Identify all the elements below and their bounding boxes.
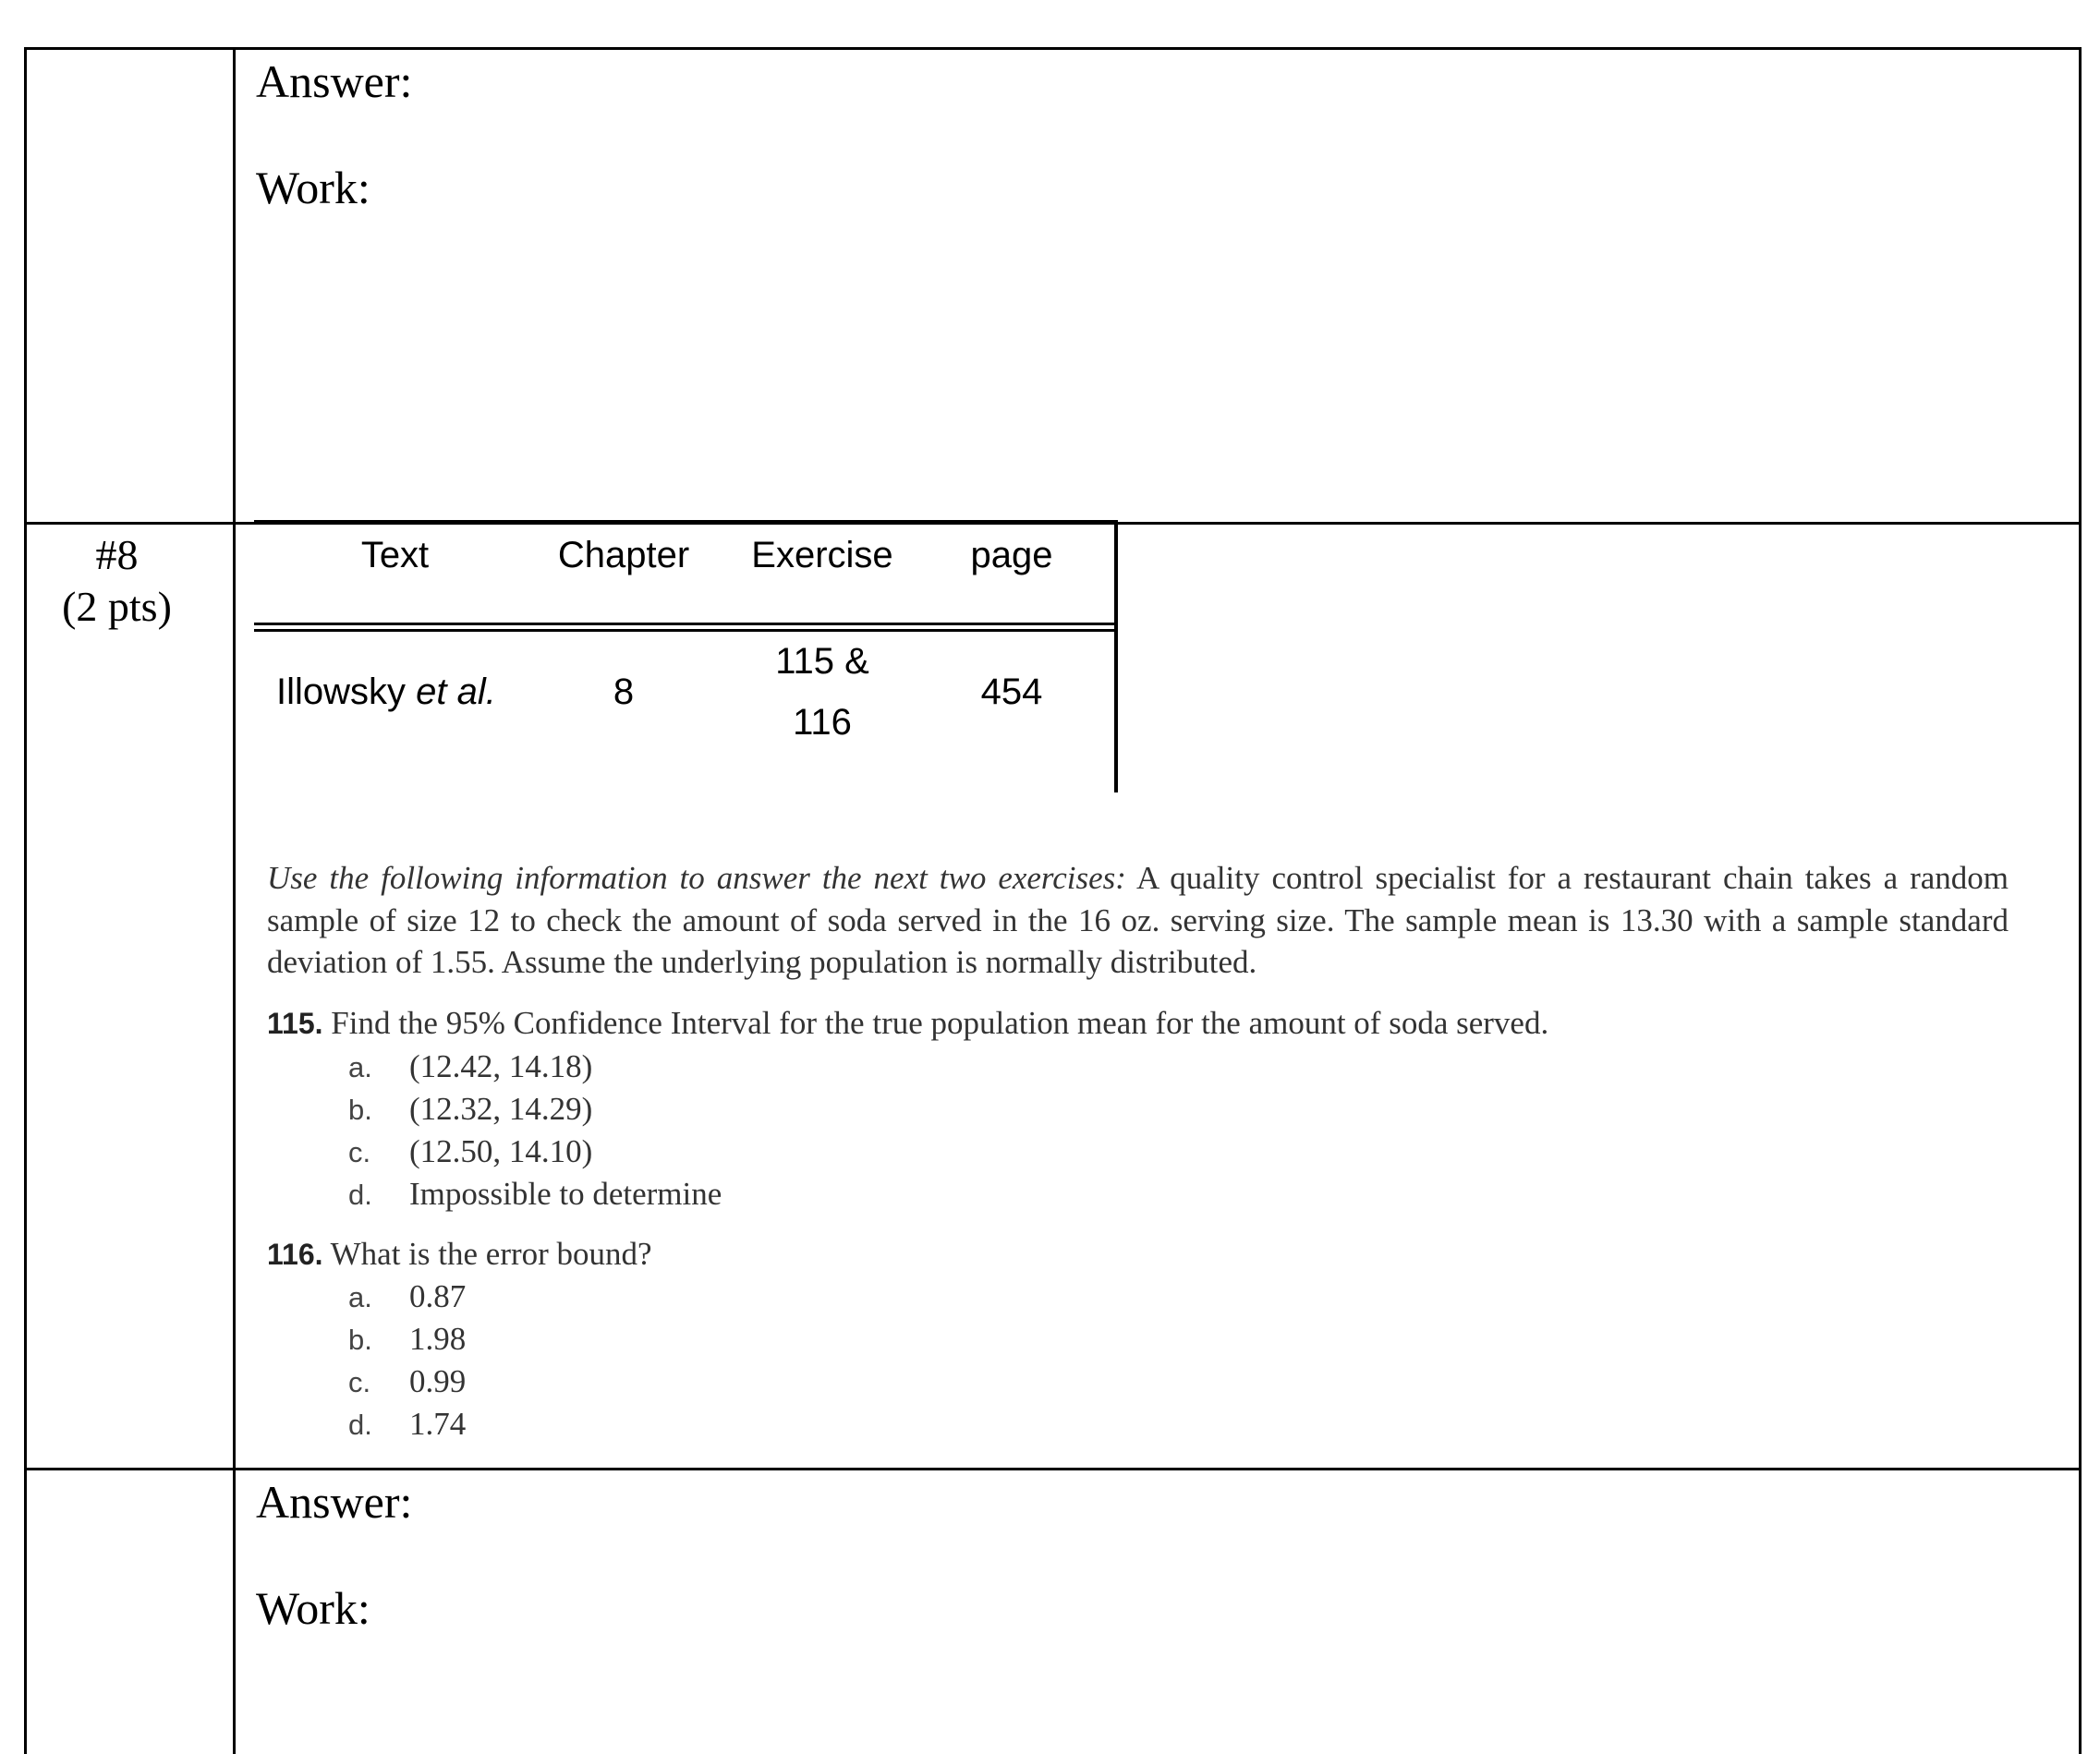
table-right-border <box>2079 47 2082 1754</box>
exercise-116 <box>267 1238 652 1270</box>
cell-chapter: 8 <box>613 671 635 712</box>
question-points: (2 pts) <box>62 583 172 630</box>
work-label: Work: <box>256 162 370 213</box>
option-letter: d. <box>348 1409 372 1441</box>
exercise-116-number: 116. <box>267 1238 323 1271</box>
reftable-header-rule-1 <box>254 623 1118 625</box>
table-left-border <box>24 47 27 1754</box>
option-text: (12.42, 14.18) <box>409 1048 593 1084</box>
exercise-116-option-a <box>348 1280 466 1312</box>
row-divider-2 <box>24 1468 2082 1470</box>
exercise-116-option-c <box>348 1365 466 1397</box>
option-letter: c. <box>348 1136 371 1168</box>
reference-table <box>254 520 1118 792</box>
option-letter: c. <box>348 1366 371 1398</box>
cell-text-etal: et al. <box>416 671 496 712</box>
header-page: page <box>970 535 1053 575</box>
exercise-115-option-b <box>348 1093 592 1125</box>
column-divider <box>233 47 236 1754</box>
option-text: 0.99 <box>409 1363 467 1399</box>
exercise-115-option-a <box>348 1050 592 1083</box>
table-top-border <box>24 47 2082 50</box>
reftable-right-rule <box>1114 520 1118 792</box>
excerpt-intro-body: A quality control specialist for a restaurant chain takes a random sample of size 12 to check the amount of soda served in the 16 oz. serving size. The sample mean is 13.30 with a sample standard deviation of 1.55. Assume the underlying population is normally distributed. <box>267 860 2009 980</box>
exercise-115-number: 115. <box>267 1007 323 1040</box>
exercise-116-text: What is the error bound? <box>330 1236 652 1272</box>
question-number: #8 <box>95 531 139 578</box>
option-text: (12.32, 14.29) <box>409 1091 593 1127</box>
cell-text-author: Illowsky <box>276 671 407 712</box>
exercise-115-text: Find the 95% Confidence Interval for the true population mean for the amount of soda served. <box>331 1005 1549 1041</box>
exercise-115 <box>267 1007 1548 1039</box>
answer-label-2: Answer: <box>256 1476 413 1528</box>
cell-page: 454 <box>980 671 1043 712</box>
reftable-top-rule <box>254 520 1118 524</box>
cell-text <box>276 673 496 710</box>
exercise-116-option-d <box>348 1408 466 1440</box>
excerpt-intro-lead: Use the following information to answer the next two exercises: <box>267 860 1126 896</box>
cell-exercise-line2: 116 <box>793 702 852 743</box>
work-label-2: Work: <box>256 1582 370 1634</box>
option-text: 1.98 <box>409 1321 467 1357</box>
option-letter: b. <box>348 1094 372 1126</box>
exercise-115-option-d <box>348 1178 722 1210</box>
exercise-116-option-b <box>348 1323 466 1355</box>
option-letter: a. <box>348 1051 372 1083</box>
exercise-115-option-c <box>348 1135 592 1167</box>
header-exercise: Exercise <box>751 535 893 575</box>
option-text: Impossible to determine <box>409 1176 722 1212</box>
cell-exercise-line1: 115 & <box>775 641 869 682</box>
option-text: 1.74 <box>409 1406 467 1442</box>
excerpt-intro <box>267 857 2009 984</box>
answer-label: Answer: <box>256 55 413 107</box>
option-text: 0.87 <box>409 1278 467 1314</box>
option-letter: a. <box>348 1281 372 1313</box>
option-letter: d. <box>348 1179 372 1211</box>
header-chapter: Chapter <box>557 535 690 575</box>
reftable-header-rule-2 <box>254 629 1118 632</box>
option-text: (12.50, 14.10) <box>409 1133 593 1169</box>
option-letter: b. <box>348 1324 372 1356</box>
header-text: Text <box>360 535 430 575</box>
